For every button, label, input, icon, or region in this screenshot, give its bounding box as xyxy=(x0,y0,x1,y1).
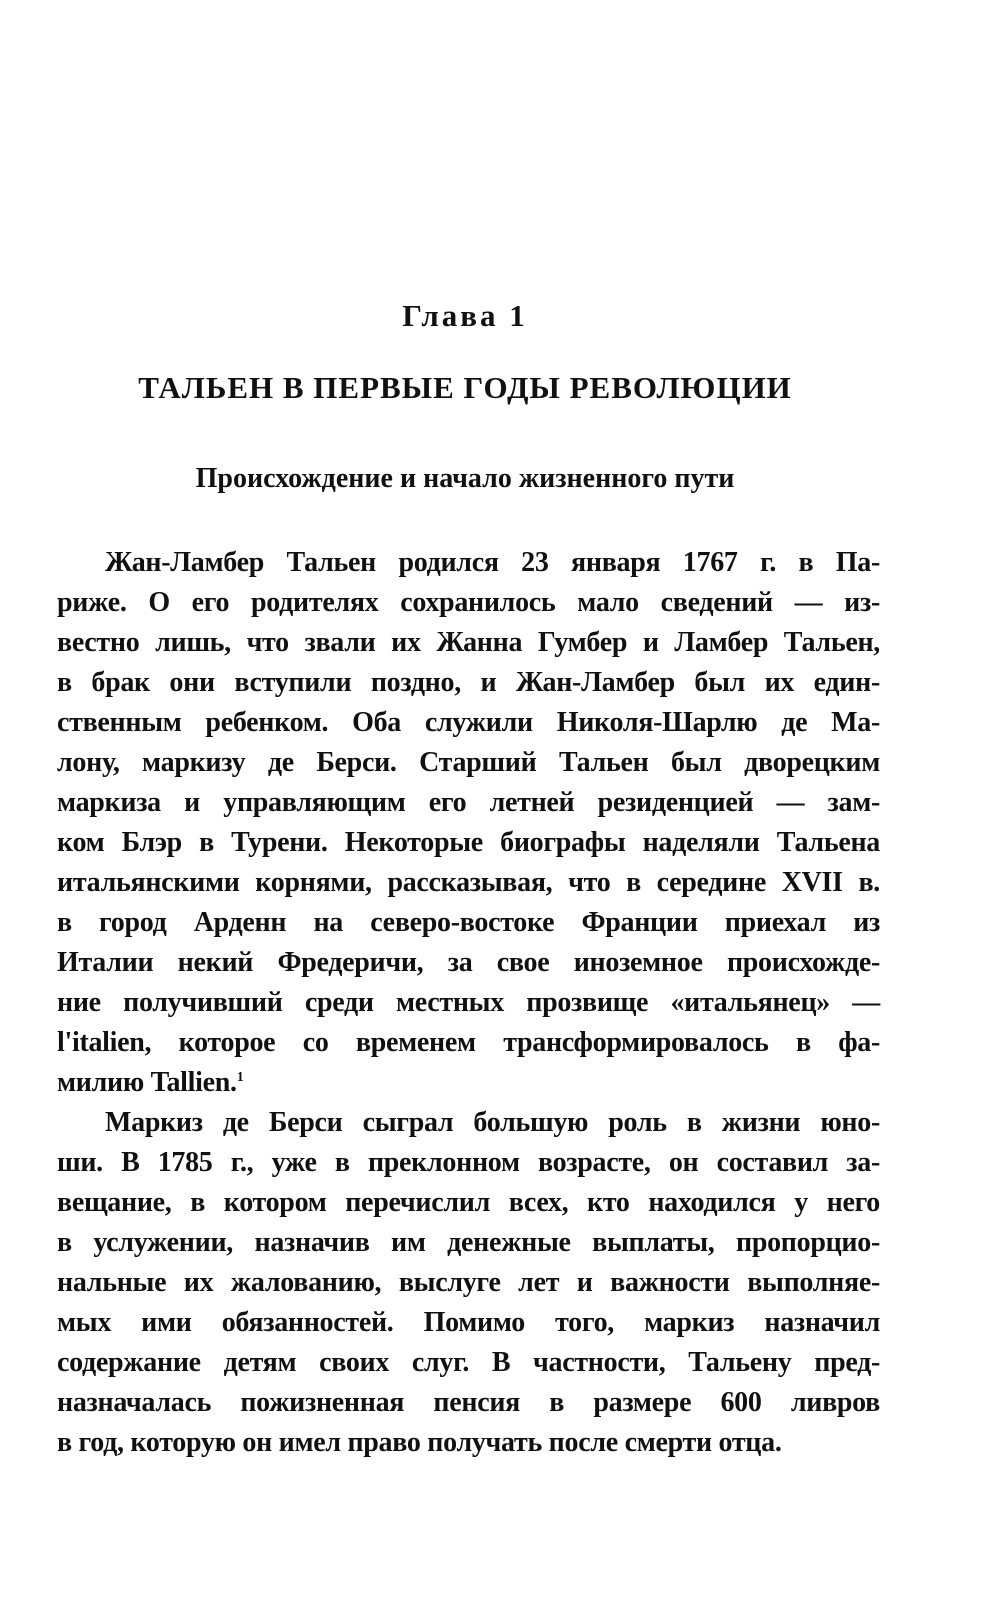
text-line xyxy=(57,1023,880,1063)
line-text: нальные их жалованию, выслуге лет и важности выполняе- xyxy=(57,1267,880,1298)
line-text: ственным ребенком. Оба служили Николя-Шарлю де Ма- xyxy=(57,707,880,738)
text-line xyxy=(57,1303,880,1343)
text-line xyxy=(57,1343,880,1383)
line-text: ком Блэр в Турени. Некоторые биографы наделяли Тальена xyxy=(57,827,880,858)
line-text: риже. О его родителях сохранилось мало сведений — из- xyxy=(57,587,880,618)
line-text: в брак они вступили поздно, и Жан-Ламбер был их един- xyxy=(57,667,880,698)
body-text xyxy=(57,543,880,1463)
text-line xyxy=(57,543,880,583)
line-text: лону, маркизу де Берси. Старший Тальен был дворецким xyxy=(57,747,880,778)
text-line xyxy=(57,1383,880,1423)
chapter-number: Глава 1 xyxy=(402,298,528,333)
line-text: ние получивший среди местных прозвище «итальянец» — xyxy=(57,987,880,1018)
line-text: милию Tallien. xyxy=(57,1067,237,1098)
line-text: Жан-Ламбер Тальен родился 23 января 1767 г. в Па- xyxy=(105,547,880,578)
text-line xyxy=(57,1183,880,1223)
text-line xyxy=(57,1423,880,1463)
text-line xyxy=(57,663,880,703)
footnote-mark[interactable]: 1 xyxy=(236,1070,244,1085)
text-line xyxy=(57,1103,880,1143)
line-text: в город Арденн на северо-востоке Франции приехал из xyxy=(57,907,880,938)
line-text: l'italien, которое со временем трансформировалось в фа- xyxy=(57,1027,880,1058)
text-line xyxy=(57,823,880,863)
text-line xyxy=(57,1063,880,1103)
chapter-title: ТАЛЬЕН В ПЕРВЫЕ ГОДЫ РЕВОЛЮЦИИ xyxy=(138,370,792,405)
line-text: Маркиз де Берси сыграл большую роль в жизни юно- xyxy=(105,1107,880,1138)
line-text: мых ими обязанностей. Помимо того, маркиз назначил xyxy=(57,1307,880,1338)
line-text: вестно лишь, что звали их Жанна Гумбер и Ламбер Тальен, xyxy=(57,627,880,658)
line-text: в услужении, назначив им денежные выплаты, пропорцио- xyxy=(57,1227,880,1258)
line-text: ши. В 1785 г., уже в преклонном возрасте, он составил за- xyxy=(57,1147,880,1178)
text-line xyxy=(57,703,880,743)
text-line xyxy=(57,943,880,983)
text-line xyxy=(57,1143,880,1183)
text-line xyxy=(57,1223,880,1263)
text-line xyxy=(57,903,880,943)
line-text: содержание детям своих слуг. В частности, Тальену пред- xyxy=(57,1347,880,1378)
line-text: вещание, в котором перечислил всех, кто находился у него xyxy=(57,1187,880,1218)
line-text: в год, которую он имел право получать после смерти отца. xyxy=(57,1427,782,1458)
line-text: Италии некий Фредеричи, за свое иноземное происхожде- xyxy=(57,947,880,978)
text-line xyxy=(57,983,880,1023)
section-subtitle: Происхождение и начало жизненного пути xyxy=(195,463,735,494)
text-line xyxy=(57,863,880,903)
text-line xyxy=(57,583,880,623)
text-line xyxy=(57,1263,880,1303)
line-text: маркиза и управляющим его летней резиденцией — зам- xyxy=(57,787,880,818)
text-line xyxy=(57,623,880,663)
text-line xyxy=(57,743,880,783)
line-text: назначалась пожизненная пенсия в размере 600 ливров xyxy=(57,1387,880,1418)
text-line xyxy=(57,783,880,823)
line-text: итальянскими корнями, рассказывая, что в середине XVII в. xyxy=(57,867,880,898)
